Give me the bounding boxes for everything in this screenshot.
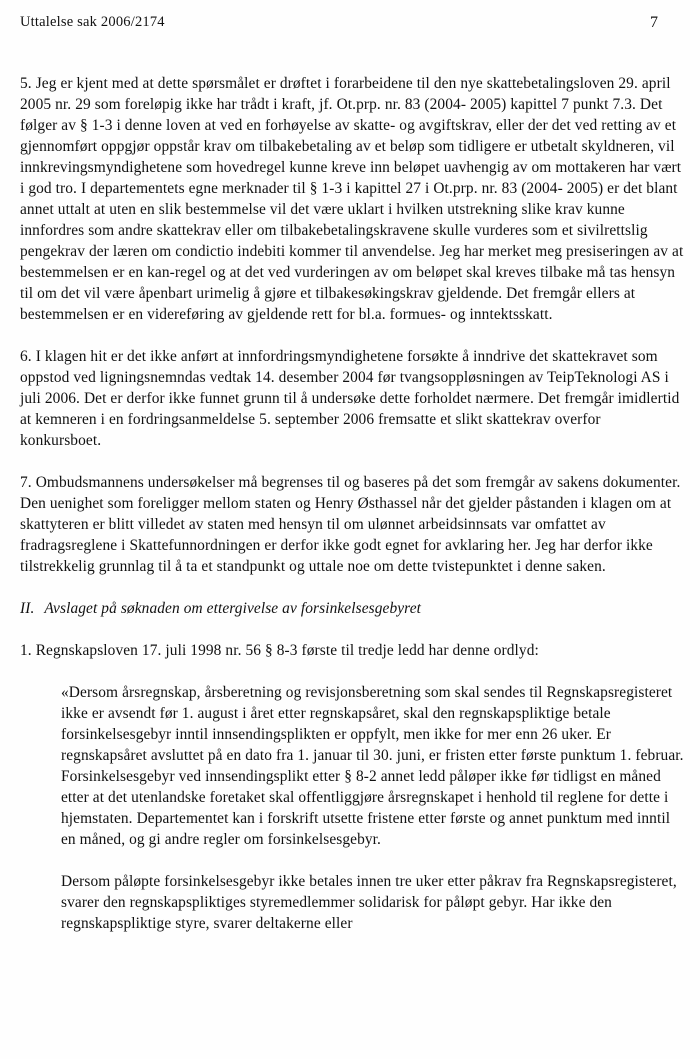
- paragraph-1-statute-intro: 1. Regnskapsloven 17. juli 1998 nr. 56 § 8-3 første til tredje ledd har denne ordlyd:: [20, 642, 539, 659]
- section-title: Avslaget på søknaden om ettergivelse av forsinkelsesgebyret: [44, 600, 422, 617]
- page-number: 7: [650, 14, 658, 31]
- section-heading: [20, 598, 684, 619]
- document-reference: Uttalelse sak 2006/2174: [20, 14, 165, 30]
- quote-paragraph-1: «Dersom årsregnskap, årsberetning og revisjonsberetning som skal sendes til Regnskapsregisteret ikke er avsendt før 1. august i året etter regnskapsåret, skal den regnskapspliktige betale forsinkelsesgebyr inntil innsendingsplikten er oppfylt, men ikke for mer enn 26 uker. Er regnskapsåret avsluttet på en dato fra 1. januar til 30. juni, er fristen etter første punktum 1. februar. Forsinkelsesgebyr ved innsendingsplikt etter § 8-2 annet ledd påløper ikke før tidligst en måned etter at det utenlandske foretaket skal offentliggjøre årsregnskapet i henhold til reglene for dette i hjemstaten. Departementet kan i forskrift utsette fristene etter første og annet punktum med inntil en måned, og gi andre regler om forsinkelsesgebyr.: [61, 684, 684, 848]
- paragraph-6: 6. I klagen hit er det ikke anført at innfordringsmyndighetene forsøkte å inndrive det skattekravet som oppstod ved ligningsnemndas vedtak 14. desember 2004 før tvangsoppløsningen av TeipTeknologi AS i juli 2006. Det er derfor ikke funnet grunn til å undersøke dette forholdet nærmere. Det fremgår imidlertid at kemneren i en fordringsanmeldelse 5. september 2006 fremsatte et slikt skattekrav overfor konkursboet.: [20, 348, 680, 449]
- document-body: [20, 73, 684, 934]
- page-header: [20, 14, 684, 32]
- paragraph-5: 5. Jeg er kjent med at dette spørsmålet er drøftet i forarbeidene til den nye skattebetalingsloven 29. april 2005 nr. 29 som foreløpig ikke har trådt i kraft, jf. Ot.prp. nr. 83 (2004- 2005) kapittel 7 punkt 7.3. Det følger av § 1-3 i denne loven at ved en forhøyelse av skatte- og avgiftskrav, eller der det ved retting av et gjennomført oppgjør oppstår krav om tilbakebetaling av et beløp som tidligere er utbetalt skyldneren, vil innkrevingsmyndighetene som hovedregel kunne kreve inn beløpet uavhengig av om mottakeren har vært i god tro. I departementets egne merknader til § 1-3 i kapittel 27 i Ot.prp. nr. 83 (2004- 2005) er det blant annet uttalt at uten en slik bestemmelse vil det være uklart i hvilken utstrekning slike krav kunne innfordres som andre skattekrav eller om tilbakebetalingskravene skulle vurderes som et sivilrettslig pengekrav der læren om condictio indebiti kommer til anvendelse. Jeg har merket meg presiseringen av at bestemmelsen er en kan-regel og at det ved vurderingen av om beløpet skal kreves tilbake må tas hensyn til om det vil være åpenbart urimelig å gjøre et tilbakesøkingskrav gjeldende. Det fremgår ellers at bestemmelsen er en videreføring av gjeldende rett for bl.a. formues- og inntektsskatt.: [20, 75, 684, 323]
- paragraph-7: 7. Ombudsmannens undersøkelser må begrenses til og baseres på det som fremgår av sakens dokumenter. Den uenighet som foreligger mellom staten og Henry Østhassel når det gjelder påstanden i klagen om at skattyteren er blitt villedet av staten med hensyn til om ulønnet arbeidsinnsats var omfattet av fradragsreglene i Skattefunnordningen er derfor ikke godt egnet for avklaring her. Jeg har derfor ikke tilstrekkelig grunnlag til å ta et standpunkt og uttale noe om dette tvistepunktet i denne saken.: [20, 474, 681, 575]
- quote-paragraph-2: Dersom påløpte forsinkelsesgebyr ikke betales innen tre uker etter påkrav fra Regnskapsregisteret, svarer den regnskapspliktiges styremedlemmer solidarisk for påløpt gebyr. Har ikke den regnskapspliktige styre, svarer deltakerne eller: [61, 873, 677, 932]
- section-numeral: II.: [20, 600, 35, 617]
- statute-quote-block: [61, 682, 684, 934]
